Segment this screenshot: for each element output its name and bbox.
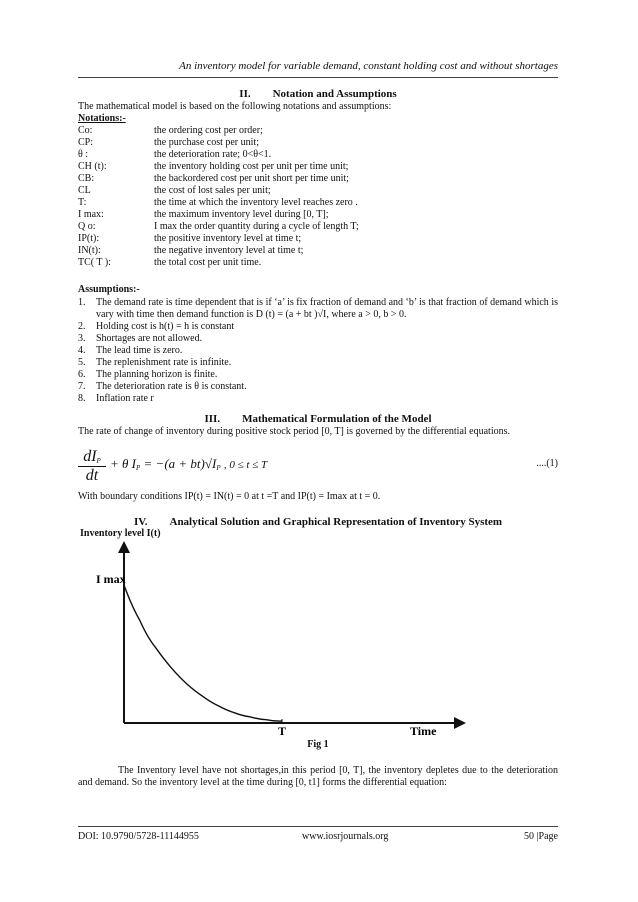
- notation-row: [78, 209, 558, 221]
- notation-definition: the backordered cost per unit short per time unit;: [154, 173, 349, 184]
- notation-symbol: IP(t):: [78, 233, 100, 244]
- notation-definition: the cost of lost sales per unit;: [154, 185, 271, 196]
- assumption-text: The replenishment rate is infinite.: [96, 357, 232, 368]
- assumption-number: 3.: [78, 333, 86, 344]
- notation-definition: the purchase cost per unit;: [154, 137, 259, 148]
- assumption-text: The planning horizon is finite.: [96, 369, 218, 380]
- y-axis-label: Inventory level I(t): [80, 528, 161, 539]
- notation-row: [78, 221, 558, 233]
- assumption-number: 1.: [78, 297, 86, 308]
- inventory-curve: [124, 585, 282, 721]
- notation-definition: the positive inventory level at time t;: [154, 233, 302, 244]
- notation-symbol: I max:: [78, 209, 104, 220]
- notation-row: [78, 161, 558, 173]
- section-heading-4: [78, 516, 558, 528]
- section-title: Notation and Assumptions: [272, 88, 397, 100]
- assumption-text: The demand rate is time dependent that is if ‘a’ is fix fraction of demand and ‘b’ is that fraction of demand which is vary with time then demand function is D (t) = (a + bt )√I, where a > 0, b > 0.: [96, 297, 558, 320]
- assumption-number: 4.: [78, 345, 86, 356]
- notation-symbol: CB:: [78, 173, 95, 184]
- notation-row: [78, 197, 558, 209]
- footer-rule: [78, 826, 558, 827]
- assumption-number: 6.: [78, 369, 86, 380]
- notation-symbol: IN(t):: [78, 245, 101, 256]
- notation-symbol: CL: [78, 185, 91, 196]
- imax-label: I max: [96, 572, 126, 586]
- notation-symbol: Q o:: [78, 221, 96, 232]
- boundary-conditions: With boundary conditions IP(t) = IN(t) = 0 at t =T and IP(t) = Imax at t = 0.: [78, 491, 381, 502]
- notation-definition: the maximum inventory level during [0, T];: [154, 209, 329, 220]
- notation-row: [78, 173, 558, 185]
- section-number: II.: [239, 88, 251, 100]
- time-label: Time: [410, 724, 437, 738]
- assumption-text: Holding cost is h(t) = h is constant: [96, 321, 235, 332]
- section-heading-2: [78, 88, 558, 100]
- eq-fraction: [78, 448, 106, 485]
- notation-symbol: θ :: [78, 149, 89, 160]
- notation-symbol: TC( T ):: [78, 257, 111, 268]
- assumptions-heading: Assumptions:-: [78, 284, 140, 295]
- assumption-text: The deterioration rate is θ is constant.: [96, 381, 247, 392]
- running-title: An inventory model for variable demand, constant holding cost and without shortages: [179, 60, 558, 72]
- equation-1: [78, 448, 558, 484]
- assumption-number: 5.: [78, 357, 86, 368]
- notation-row: [78, 245, 558, 257]
- notation-symbol: CH (t):: [78, 161, 107, 172]
- notation-row: [78, 125, 558, 137]
- section-title: Mathematical Formulation of the Model: [242, 413, 432, 425]
- equation-number: ....(1): [536, 458, 558, 469]
- eq-denominator: dt: [85, 467, 99, 484]
- notation-definition: the total cost per unit time.: [154, 257, 262, 268]
- body-paragraph: The Inventory level have not shortages,in this period [0, T], the inventory depletes due to the deterioration and demand. So the inventory level at the time during [0, t1] forms the differential equation:: [78, 765, 558, 788]
- section-intro: The rate of change of inventory during positive stock period [0, T] is governed by the differential equations.: [78, 426, 511, 437]
- notation-definition: the time at which the inventory level reaches zero .: [154, 197, 358, 208]
- notation-definition: the ordering cost per order;: [154, 125, 263, 136]
- notation-definition: the negative inventory level at time t;: [154, 245, 304, 256]
- footer-site: www.iosrjournals.org: [302, 831, 389, 842]
- notation-definition: the deterioration rate; 0<θ<1.: [154, 149, 272, 160]
- inventory-chart: [0, 535, 638, 745]
- assumption-number: 2.: [78, 321, 86, 332]
- notation-row: [78, 233, 558, 245]
- notation-row: [78, 137, 558, 149]
- notation-symbol: Co:: [78, 125, 93, 136]
- notation-definition: the inventory holding cost per unit per time unit;: [154, 161, 349, 172]
- eq-body: + θ $I_P = -(a + bt)√I_P$ , 0 ≤ t ≤ T: [110, 456, 268, 472]
- notation-definition: I max the order quantity during a cycle of length T;: [154, 221, 359, 232]
- notations-heading: Notations:-: [78, 113, 126, 124]
- notation-symbol: T:: [78, 197, 87, 208]
- notation-symbol: CP:: [78, 137, 94, 148]
- assumption-text: The lead time is zero.: [96, 345, 183, 356]
- eq-numerator: $dI_P$: [78, 448, 106, 467]
- assumption-number: 7.: [78, 381, 86, 392]
- header-rule: [78, 77, 558, 78]
- notation-row: [78, 257, 558, 269]
- assumption-text: Shortages are not allowed.: [96, 333, 203, 344]
- assumption-number: 8.: [78, 393, 86, 404]
- figure-caption: Fig 1: [307, 739, 329, 750]
- notation-row: [78, 149, 558, 161]
- section-heading-3: [78, 413, 558, 425]
- footer-page: 50 |Page: [524, 831, 558, 842]
- section-number: III.: [204, 413, 221, 425]
- footer-doi: DOI: 10.9790/5728-11144955: [78, 831, 199, 842]
- notation-row: [78, 185, 558, 197]
- section-title: Analytical Solution and Graphical Representation of Inventory System: [169, 516, 503, 528]
- t-label: T: [278, 724, 287, 738]
- assumption-text: Inflation rate r: [96, 393, 154, 404]
- section-intro: The mathematical model is based on the following notations and assumptions:: [78, 101, 392, 112]
- section-number: IV.: [133, 516, 148, 528]
